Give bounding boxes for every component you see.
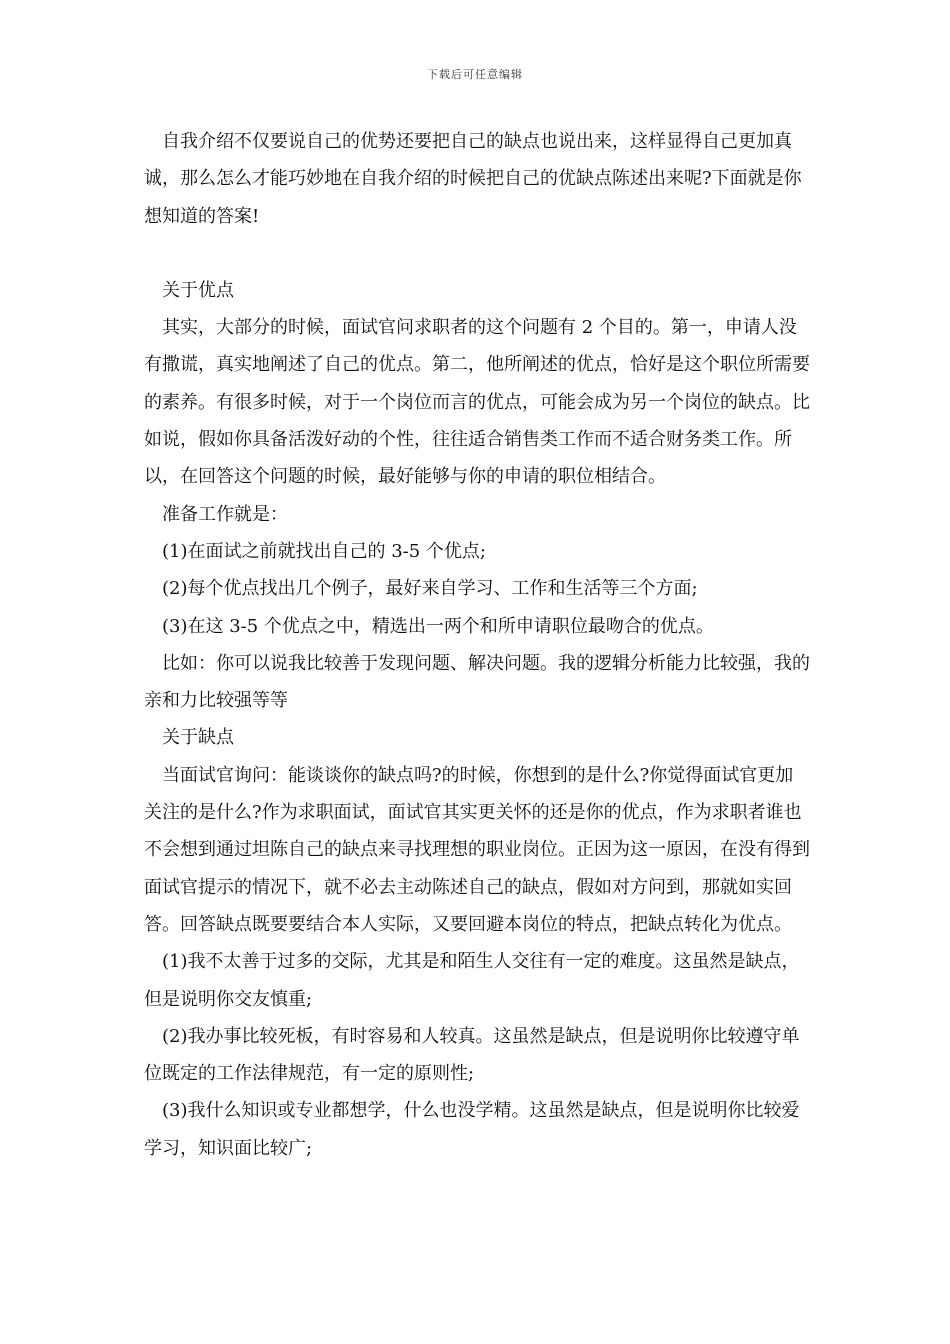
page-header: 下载后可任意编辑: [427, 68, 523, 81]
weaknesses-paragraph: 当面试官询问：能谈谈你的缺点吗?的时候，你想到的是什么?你觉得面试官更加关注的是什么?作为求职面试，面试官其实更关怀的还是你的优点，作为求职者谁也不会想到通过坦陈自己的缺点来寻找理想的职业岗位。正因为这一原因，在没有得到面试官提示的情况下，就不必去主动陈述自己的缺点，假如对方问到，那就如实回答。回答缺点既要要结合本人实际，又要回避本岗位的特点，把缺点转化为优点。: [144, 764, 810, 935]
prep-step-3: (3)在这 3-5 个优点之中，精选出一两个和所申请职位最吻合的优点。: [162, 615, 714, 637]
prep-step-1: (1)在面试之前就找出自己的 3-5 个优点;: [162, 540, 486, 562]
prep-label: 准备工作就是：: [162, 503, 288, 525]
weakness-item-1: (1)我不太善于过多的交际，尤其是和陌生人交往有一定的难度。这虽然是缺点，但是说明你交友慎重;: [144, 951, 800, 1010]
strengths-paragraph: 其实，大部分的时候，面试官问求职者的这个问题有 2 个目的。第一，申请人没有撒谎，真实地阐述了自己的优点。第二，他所阐述的优点，恰好是这个职位所需要的素养。有很多时候，对于一个岗位而言的优点，可能会成为另一个岗位的缺点。比如说，假如你具备活泼好动的个性，往往适合销售类工作而不适合财务类工作。所以，在回答这个问题的时候，最好能够与你的申请的职位相结合。: [144, 317, 810, 488]
section-gap: [144, 235, 810, 272]
weakness-item-2: (2)我办事比较死板，有时容易和人较真。这虽然是缺点，但是说明你比较遵守单位既定的工作法律规范，有一定的原则性;: [144, 1025, 800, 1085]
strengths-heading: 关于优点: [162, 279, 234, 301]
intro-paragraph: 自我介绍不仅要说自己的优势还要把自己的缺点也说出来，这样显得自己更加真诚，那么怎么才能巧妙地在自我介绍的时候把自己的优缺点陈述出来呢?下面就是你想知道的答案!: [144, 131, 802, 227]
weakness-item-3: (3)我什么知识或专业都想学，什么也没学精。这虽然是缺点，但是说明你比较爱学习，知识面比较广;: [144, 1100, 800, 1159]
weaknesses-heading: 关于缺点: [162, 727, 234, 749]
strengths-example: 比如：你可以说我比较善于发现问题、解决问题。我的逻辑分析能力比较强，我的亲和力比较强等等: [144, 652, 810, 712]
prep-step-2: (2)每个优点找出几个例子，最好来自学习、工作和生活等三个方面;: [162, 578, 698, 600]
document-body: [144, 123, 810, 1167]
